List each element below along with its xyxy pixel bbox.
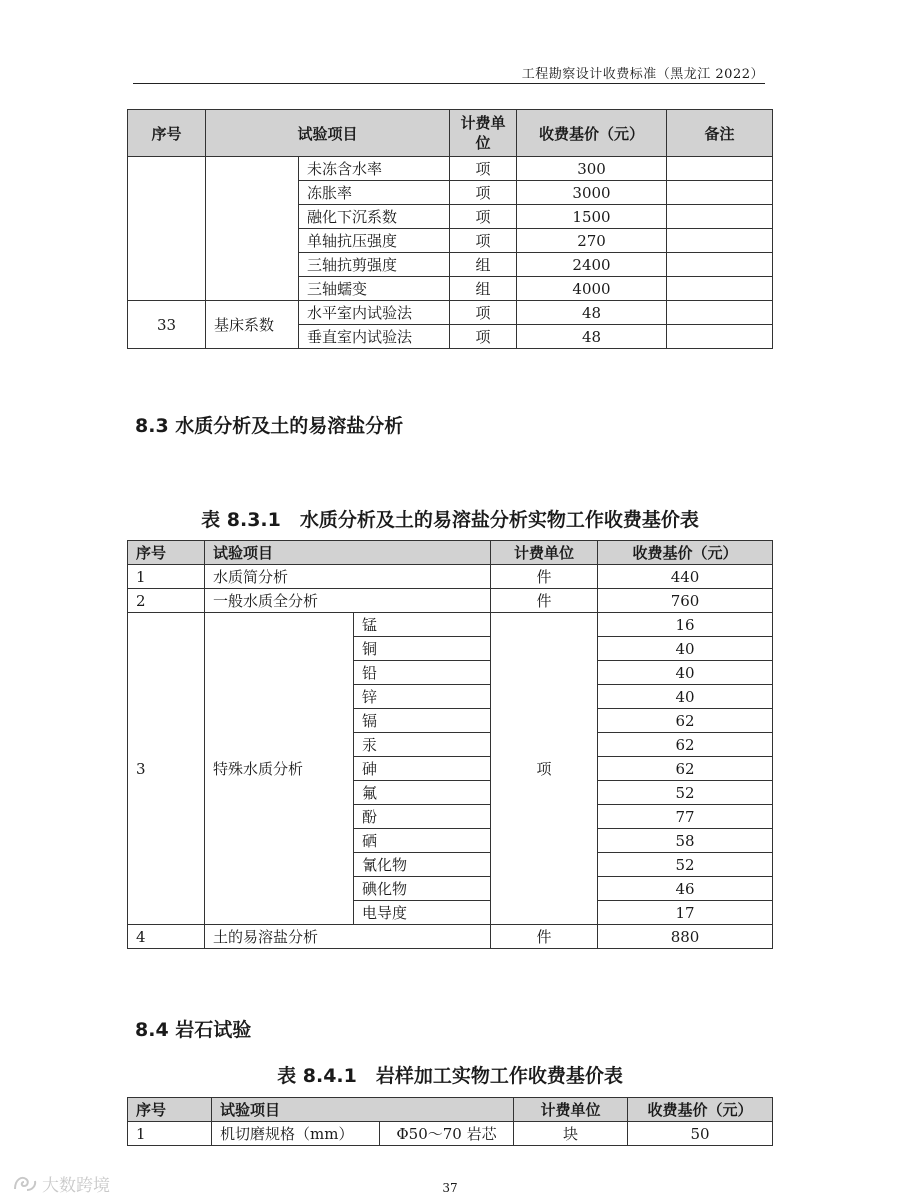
table-caption-8-4-1: 表 8.4.1 岩样加工实物工作收费基价表 bbox=[277, 1065, 623, 1087]
sub-item-name: 氰化物 bbox=[354, 853, 491, 877]
unit-cell: 项 bbox=[450, 181, 517, 205]
price-cell: 52 bbox=[598, 853, 773, 877]
sub-item-name: 铅 bbox=[354, 661, 491, 685]
row-number: 33 bbox=[128, 301, 206, 349]
header-rule bbox=[133, 83, 765, 84]
test-name: 三轴抗剪强度 bbox=[299, 253, 450, 277]
sub-item-name: 电导度 bbox=[354, 901, 491, 925]
sub-item-name: 碘化物 bbox=[354, 877, 491, 901]
price-cell: 270 bbox=[517, 229, 667, 253]
sub-item-name: 氟 bbox=[354, 781, 491, 805]
price-cell: 17 bbox=[598, 901, 773, 925]
unit-cell: 项 bbox=[491, 613, 598, 925]
table-row bbox=[128, 589, 773, 613]
section-heading-8-3: 8.3 水质分析及土的易溶盐分析 bbox=[135, 415, 404, 437]
unit-cell: 项 bbox=[450, 301, 517, 325]
price-cell: 440 bbox=[598, 565, 773, 589]
sub-item-name: 铜 bbox=[354, 637, 491, 661]
test-name: 冻胀率 bbox=[299, 181, 450, 205]
table-8-4-1 bbox=[127, 1097, 773, 1146]
unit-cell: 项 bbox=[450, 229, 517, 253]
table-caption-8-3-1: 表 8.3.1 水质分析及土的易溶盐分析实物工作收费基价表 bbox=[201, 509, 699, 531]
test-name: 三轴蠕变 bbox=[299, 277, 450, 301]
table-row bbox=[128, 301, 773, 325]
price-cell: 77 bbox=[598, 805, 773, 829]
price-cell: 3000 bbox=[517, 181, 667, 205]
table-row bbox=[128, 613, 773, 637]
section-heading-8-4: 8.4 岩石试验 bbox=[135, 1019, 252, 1041]
document-header-title: 工程勘察设计收费标准（黑龙江 2022） bbox=[521, 67, 764, 82]
sub-item-name: 酚 bbox=[354, 805, 491, 829]
unit-cell: 件 bbox=[491, 589, 598, 613]
unit-cell: 组 bbox=[450, 277, 517, 301]
spec-cell: Φ50～70 岩芯 bbox=[380, 1122, 514, 1146]
row-number: 3 bbox=[128, 613, 205, 925]
table-row bbox=[128, 565, 773, 589]
test-name: 融化下沉系数 bbox=[299, 205, 450, 229]
test-name: 垂直室内试验法 bbox=[299, 325, 450, 349]
price-cell: 50 bbox=[628, 1122, 773, 1146]
price-cell: 48 bbox=[517, 325, 667, 349]
col-header-unit: 计费单位 bbox=[514, 1098, 628, 1122]
price-cell: 52 bbox=[598, 781, 773, 805]
test-name: 单轴抗压强度 bbox=[299, 229, 450, 253]
col-header-no: 序号 bbox=[128, 1098, 212, 1122]
row-number: 4 bbox=[128, 925, 205, 949]
price-cell: 40 bbox=[598, 637, 773, 661]
price-cell: 880 bbox=[598, 925, 773, 949]
col-header-note: 备注 bbox=[667, 110, 773, 157]
unit-cell: 项 bbox=[450, 205, 517, 229]
watermark-text: 大数跨境 bbox=[42, 1176, 110, 1196]
price-cell: 46 bbox=[598, 877, 773, 901]
unit-cell: 块 bbox=[514, 1122, 628, 1146]
price-cell: 62 bbox=[598, 733, 773, 757]
group-item-name: 基床系数 bbox=[206, 301, 299, 349]
price-cell: 58 bbox=[598, 829, 773, 853]
table-row bbox=[128, 925, 773, 949]
col-header-no: 序号 bbox=[128, 541, 205, 565]
col-header-item: 试验项目 bbox=[205, 541, 491, 565]
test-name: 一般水质全分析 bbox=[205, 589, 491, 613]
sub-item-name: 砷 bbox=[354, 757, 491, 781]
price-cell: 16 bbox=[598, 613, 773, 637]
row-number: 1 bbox=[128, 565, 205, 589]
group-item-name: 特殊水质分析 bbox=[205, 613, 354, 925]
unit-cell: 项 bbox=[450, 157, 517, 181]
table-8-3-1 bbox=[127, 540, 773, 949]
col-header-price: 收费基价（元） bbox=[598, 541, 773, 565]
unit-cell: 项 bbox=[450, 325, 517, 349]
col-header-no: 序号 bbox=[128, 110, 206, 157]
table-header-row bbox=[128, 541, 773, 565]
sub-item-name: 硒 bbox=[354, 829, 491, 853]
price-cell: 48 bbox=[517, 301, 667, 325]
table-header-row bbox=[128, 110, 773, 157]
price-cell: 62 bbox=[598, 757, 773, 781]
price-cell: 300 bbox=[517, 157, 667, 181]
unit-cell: 组 bbox=[450, 253, 517, 277]
row-number: 1 bbox=[128, 1122, 212, 1146]
price-cell: 40 bbox=[598, 685, 773, 709]
col-header-item: 试验项目 bbox=[206, 110, 450, 157]
page-number: 37 bbox=[442, 1181, 458, 1195]
price-cell: 62 bbox=[598, 709, 773, 733]
price-cell: 2400 bbox=[517, 253, 667, 277]
watermark bbox=[12, 1171, 110, 1196]
price-cell: 1500 bbox=[517, 205, 667, 229]
table-8-2-continued bbox=[127, 109, 773, 349]
price-cell: 40 bbox=[598, 661, 773, 685]
col-header-unit: 计费单位 bbox=[491, 541, 598, 565]
col-header-item: 试验项目 bbox=[212, 1098, 514, 1122]
sub-item-name: 锰 bbox=[354, 613, 491, 637]
col-header-price: 收费基价（元） bbox=[517, 110, 667, 157]
price-cell: 4000 bbox=[517, 277, 667, 301]
test-name: 水平室内试验法 bbox=[299, 301, 450, 325]
sub-item-name: 镉 bbox=[354, 709, 491, 733]
row-number: 2 bbox=[128, 589, 205, 613]
col-header-price: 收费基价（元） bbox=[628, 1098, 773, 1122]
test-name: 水质简分析 bbox=[205, 565, 491, 589]
table-row bbox=[128, 157, 773, 181]
watermark-logo-icon bbox=[12, 1173, 38, 1195]
test-name: 土的易溶盐分析 bbox=[205, 925, 491, 949]
sub-item-name: 锌 bbox=[354, 685, 491, 709]
test-name: 机切磨规格（mm） bbox=[212, 1122, 380, 1146]
sub-item-name: 汞 bbox=[354, 733, 491, 757]
table-row bbox=[128, 1122, 773, 1146]
col-header-unit: 计费单位 bbox=[450, 110, 517, 157]
unit-cell: 件 bbox=[491, 925, 598, 949]
table-header-row bbox=[128, 1098, 773, 1122]
unit-cell: 件 bbox=[491, 565, 598, 589]
test-name: 未冻含水率 bbox=[299, 157, 450, 181]
price-cell: 760 bbox=[598, 589, 773, 613]
